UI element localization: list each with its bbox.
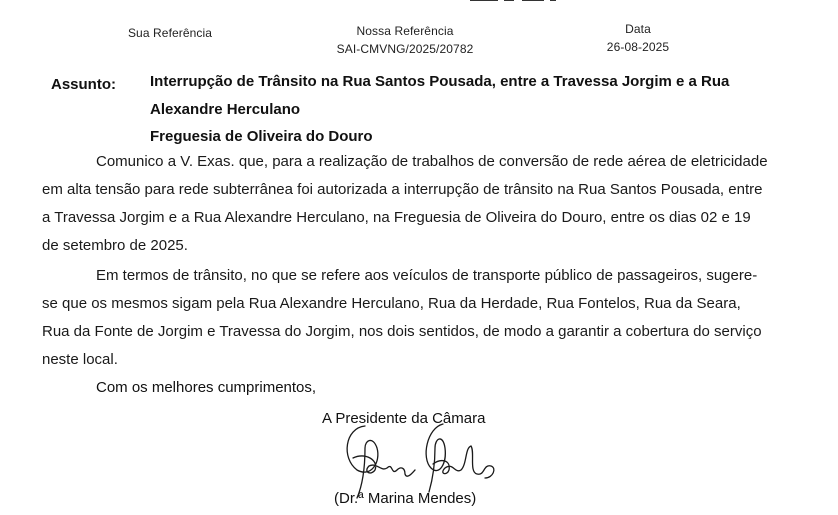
subject-line-2: Alexandre Herculano xyxy=(150,101,301,118)
reference-date-value: 26-08-2025 xyxy=(606,40,670,54)
reference-date-label: Data xyxy=(625,22,651,36)
handwritten-signature xyxy=(335,418,505,500)
body-paragraph-1 xyxy=(42,148,770,260)
reference-ours-label: Nossa Referência xyxy=(356,24,454,38)
cropped-header-text xyxy=(470,0,560,2)
reference-yours xyxy=(110,24,230,42)
subject-line-3: Freguesia de Oliveira do Douro xyxy=(150,128,373,145)
reference-yours-label: Sua Referência xyxy=(127,26,213,40)
body-paragraph-2 xyxy=(42,262,770,374)
closing-salutation: Com os melhores cumprimentos, xyxy=(96,379,317,396)
paragraph-2-line-2: se que os mesmos sigam pela Rua Alexandre Herculano, Rua da Herdade, Rua Fontelos, Rua da Seara, xyxy=(42,295,741,312)
reference-ours xyxy=(320,22,490,58)
paragraph-2-line-4: neste local. xyxy=(42,351,118,368)
signatory-name: (Dr.ª Marina Mendes) xyxy=(334,490,477,507)
subject-label: Assunto: xyxy=(51,76,116,93)
subject-line-1: Interrupção de Trânsito na Rua Santos Pousada, entre a Travessa Jorgim e a Rua xyxy=(150,73,730,90)
paragraph-1-line-3: a Travessa Jorgim e a Rua Alexandre Herculano, na Freguesia de Oliveira do Douro, entre os dias 02 e 19 xyxy=(42,209,751,226)
paragraph-1-line-1: Comunico a V. Exas. que, para a realização de trabalhos de conversão de rede aérea de eletricidade xyxy=(96,153,768,170)
paragraph-2-line-1: Em termos de trânsito, no que se refere aos veículos de transporte público de passageiros, sugere- xyxy=(96,267,758,284)
reference-date xyxy=(588,20,688,56)
paragraph-1-line-2: em alta tensão para rede subterrânea foi autorizada a interrupção de trânsito na Rua Santos Pousada, entre xyxy=(42,181,763,198)
paragraph-2-line-3: Rua da Fonte de Jorgim e Travessa do Jorgim, nos dois sentidos, de modo a garantir a cobertura do serviço xyxy=(42,323,762,340)
paragraph-1-line-4: de setembro de 2025. xyxy=(42,237,188,254)
reference-ours-value: SAI-CMVNG/2025/20782 xyxy=(336,42,474,56)
signatory-title: A Presidente da Câmara xyxy=(322,410,486,427)
